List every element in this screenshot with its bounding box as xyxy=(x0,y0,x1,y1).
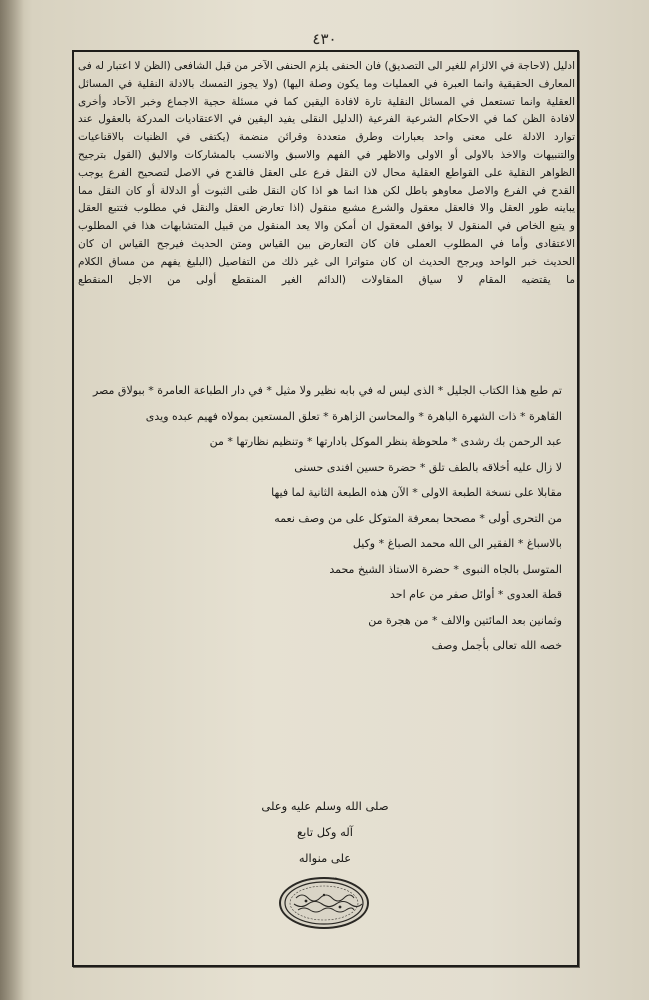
colophon-line: مقابلا على نسخة الطبعة الاولى * الآن هذه الطبعة الثانية لما فيها xyxy=(271,486,562,499)
library-seal-stamp-icon xyxy=(278,876,370,930)
colophon-line: عبد الرحمن بك رشدى * ملحوظة بنظر الموكل بادارتها * وتنظيم نظارتها * من xyxy=(209,435,562,448)
colophon-line: من التحرى أولى * مصححا بمعرفة المتوكل على من وصف نعمه xyxy=(274,511,562,525)
text-line: العقلية وانما تستعمل في المسائل النقلية تارة لافادة اليقين كما في مسئلة حجية الاجماع وخبر الآحاد وأخرى xyxy=(78,95,575,108)
text-line: الاعتقادى وأما في المطلوب العملى فان كان التعارض بين القياس ومتن الحديث فيرجح القياس ان كان xyxy=(78,237,575,250)
colophon-line: بالاسباغ * الفقير الى الله محمد الصباغ * وكيل xyxy=(352,537,562,550)
page-number: ٤٣٠ xyxy=(312,30,337,48)
spine-shadow xyxy=(0,0,24,1000)
text-line: المعارف الحقيقية وانما العبرة في العمليات وما يكون وصلة اليها) (ولا يجوز التمسك بالادلة النقلية في المسائل xyxy=(78,77,575,90)
text-line: القدح في الفرع والاصل معاوهو باطل لكن هذا انما هو اذا كان النقل ظنى الثبوت أو الدلالة أو كان النقل مما xyxy=(78,184,575,197)
colophon-block xyxy=(92,378,562,659)
colophon-line: المتوسل بالجاه النبوى * حضرة الاستاذ الشيخ محمد xyxy=(329,562,562,576)
text-line: والتنبيهات والاخذ بالاولى أو الاولى والاظهر في الفهم والاسبق والانسب بالمشاركات والاليق (القول بترجيح xyxy=(78,148,575,161)
colophon-line: تم طبع هذا الكتاب الجليل * الذى ليس له في بابه نظير ولا مثيل * في دار الطباعة العامرة * ببولاق مصر xyxy=(92,384,562,397)
colophon-line: لا زال عليه أخلاقه بالطف تلق * حضرة حسين افندى حسنى xyxy=(294,460,562,474)
main-text-block xyxy=(78,58,575,370)
text-line: الحديث خبر الواحد ويرجح الحديث ان كان متواترا الى غير ذلك من التفاصيل (البليغ يفهم من مساق الكلام xyxy=(78,255,575,268)
closing-line: على منواله xyxy=(298,851,352,865)
text-line: و يتبع الخاص في المنقول لا يوافق المعقول ان أمكن والا يعد المنقول من قبيل المتشابهات هذا في المطلوب xyxy=(78,220,575,233)
text-line: توارد الادلة على معنى واحد بعبارات وطرق متعددة وقرائن منضمة (يكتفى في الظنيات بالاقناعيات xyxy=(78,131,575,144)
colophon-line: وثمانين بعد المائتين والالف * من هجرة من xyxy=(368,613,562,627)
text-line: يباينه طور العقل والا فالعقل معقول والشرع مشبع منقول (اذا تعارض العقل والنقل في مطلوب فتتبع العقل xyxy=(78,202,575,215)
text-line: لافادة الظن كما في الاحكام الشرعية الفرعية (الدليل النقلى يفيد اليقين في الاعتقاديات المدركة بالعقول عند xyxy=(78,113,575,126)
closing-line: صلى الله وسلم عليه وعلى xyxy=(261,799,389,813)
text-line: الظواهر النقلية على القواطع العقلية محال لان النقل فرع على العقل فالقدح في الاصل لتصحيح الفرع يوجب xyxy=(78,166,575,179)
text-line: ادليل (لاحاجة في الالزام للغير الى التصديق) فان الحنفى يلزم الحنفى الآخر من قبل الشافعى (الظن لا اعتبار له فى xyxy=(78,60,575,72)
closing-line: آله وكل تابع xyxy=(297,825,353,839)
text-line: ما يقتضيه المقام لا سياق المقاولات (الدائم الغير المنقطع أولى من الاجل المنقطع xyxy=(78,273,575,286)
colophon-line: قطة العدوى * أوائل صفر من عام احد xyxy=(390,588,562,601)
colophon-line: خصه الله تعالى بأجمل وصف xyxy=(431,639,562,652)
colophon-line: القاهرة * ذات الشهرة الباهرة * والمحاسن الزاهرة * تعلق المستعين بمولاه فهيم عبده ويدى xyxy=(145,409,562,423)
